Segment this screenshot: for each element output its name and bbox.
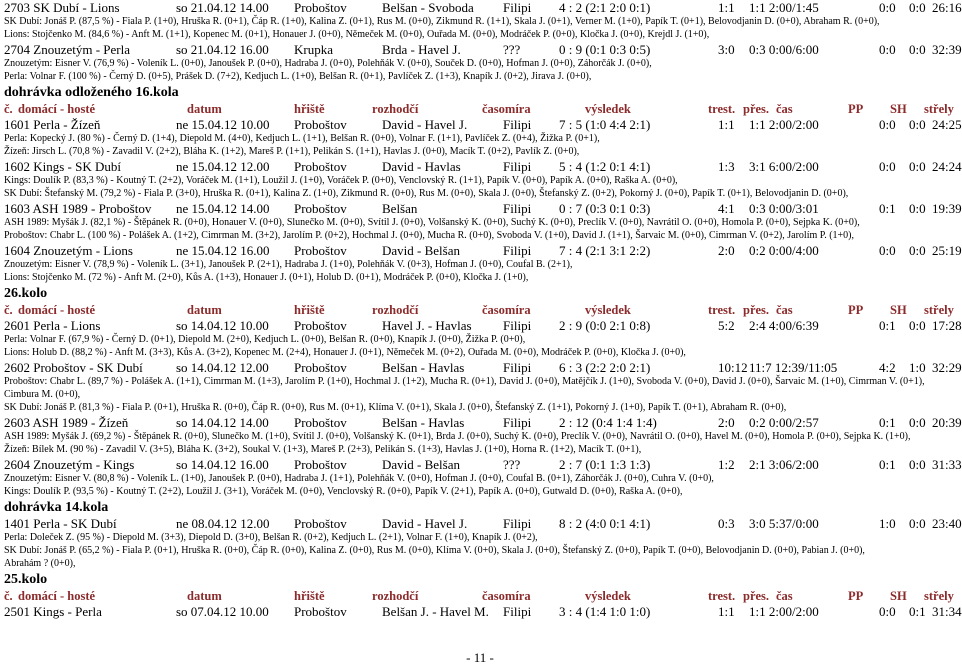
- match-date: so 14.04.12 14.00: [176, 415, 269, 430]
- section-title: dohrávka odloženého 16.kola: [4, 85, 179, 100]
- header-casomira: časomíra: [482, 589, 531, 603]
- match-score: 3 : 4 (1:4 1:0 1:0): [559, 604, 651, 619]
- match-pres: 0:3 0:00/3:01: [749, 201, 819, 216]
- match-place: Proboštov: [294, 604, 347, 619]
- match-place: Proboštov: [294, 117, 347, 132]
- match-referees: Havel J. - Havlas: [382, 318, 472, 333]
- match-pp: 0:1: [879, 318, 896, 333]
- match-sh: 0:0: [909, 117, 926, 132]
- match-timekeeper: Filipi: [503, 159, 532, 174]
- match-sh: 0:0: [909, 201, 926, 216]
- match-timekeeper: ???: [503, 457, 521, 472]
- header-pres: přes.: [743, 589, 770, 603]
- match-referees: Belšan - Havlas: [382, 360, 465, 375]
- match-shots: 32:29: [932, 360, 962, 375]
- lineup-detail: SK Dubí: Jonáš P. (87,5 %) - Fiala P. (1+0), Hruška R. (0+1), Čáp R. (1+0), Kalina Z. (0+1), Rus M. (0+0), Zikmund R. (1+1), Skala J. (0+1), Verner M. (1+0), Papík T. (0+1), Belovodjanin D. (0+0), Abraham R. (0+0),: [4, 16, 880, 27]
- lineup-detail: Perla: Volnar F. (100 %) - Černý D. (0+5), Prášek D. (7+2), Kedjuch L. (1+0), Belšan R. (0+1), Pavlíček Z. (1+3), Knapík J. (0+2), Jirava J. (0+0),: [4, 71, 592, 82]
- match-pres: 2:4 4:00/6:39: [749, 318, 819, 333]
- match-penalties: 3:0: [718, 42, 735, 57]
- header-trest: trest.: [708, 102, 736, 116]
- match-shots: 31:33: [932, 457, 962, 472]
- match-row: [4, 159, 962, 175]
- match-row: [4, 415, 962, 431]
- match-teams: 1601 Perla - Žízeň: [4, 117, 101, 132]
- match-penalties: 1:2: [718, 457, 735, 472]
- header-rozhodci: rozhodčí: [372, 589, 419, 603]
- match-date: so 21.04.12 14.00: [176, 0, 269, 15]
- match-teams: 2501 Kings - Perla: [4, 604, 102, 619]
- match-timekeeper: Filipi: [503, 360, 532, 375]
- header-sh: SH: [890, 589, 907, 603]
- match-referees: David - Belšan: [382, 243, 460, 258]
- lineup-detail: SK Dubí: Štefanský M. (79,2 %) - Fiala P. (3+0), Hruška R. (0+1), Kalina Z. (1+0), Zikmund R. (0+0), Rus M. (0+0), Skala J. (0+0), Štefanský Z. (0+2), Pokorný J. (0+0), Papík T. (0+1), Belovodjanin D. (0+0),: [4, 188, 849, 199]
- header-domaci-hoste: domácí - hosté: [18, 303, 96, 317]
- match-pp: 0:1: [879, 201, 896, 216]
- match-place: Proboštov: [294, 318, 347, 333]
- header-vysledek: výsledek: [585, 589, 631, 603]
- match-row: [4, 42, 962, 58]
- match-referees: Belšan: [382, 201, 418, 216]
- match-row: [4, 604, 962, 620]
- match-timekeeper: ???: [503, 42, 521, 57]
- match-place: Proboštov: [294, 159, 347, 174]
- match-row: [4, 318, 962, 334]
- lineup-detail: Lions: Stojčenko M. (72 %) - Anft M. (2+0), Kůs A. (1+3), Honauer J. (0+1), Holub D. (0+1), Modráček P. (0+0), Kločka J. (1+0),: [4, 272, 529, 283]
- match-date: so 21.04.12 16.00: [176, 42, 269, 57]
- header-vysledek: výsledek: [585, 303, 631, 317]
- match-teams: 2604 Znouzetým - Kings: [4, 457, 135, 472]
- column-header-row: [4, 302, 958, 318]
- match-row: [4, 360, 962, 376]
- match-pp: 0:0: [879, 117, 896, 132]
- match-penalties: 2:0: [718, 415, 735, 430]
- match-pres: 1:1 2:00/1:45: [749, 0, 819, 15]
- match-pp: 0:0: [879, 42, 896, 57]
- match-referees: Brda - Havel J.: [382, 42, 461, 57]
- header-cas: čas: [776, 102, 793, 116]
- match-place: Proboštov: [294, 457, 347, 472]
- match-timekeeper: Filipi: [503, 117, 532, 132]
- match-timekeeper: Filipi: [503, 516, 532, 531]
- match-penalties: 2:0: [718, 243, 735, 258]
- section-title: dohrávka 14.kola: [4, 500, 109, 515]
- match-date: so 14.04.12 16.00: [176, 457, 269, 472]
- match-pp: 0:1: [879, 415, 896, 430]
- header-cas: čas: [776, 303, 793, 317]
- header-sh: SH: [890, 303, 907, 317]
- column-header-row: [4, 101, 958, 117]
- header-datum: datum: [187, 303, 222, 317]
- match-teams: 2601 Perla - Lions: [4, 318, 101, 333]
- match-row: [4, 457, 962, 473]
- section-title: 25.kolo: [4, 572, 48, 587]
- header-strely: střely: [924, 303, 954, 317]
- match-penalties: 0:3: [718, 516, 735, 531]
- match-score: 2 : 9 (0:0 2:1 0:8): [559, 318, 651, 333]
- header-datum: datum: [187, 589, 222, 603]
- match-pp: 0:0: [879, 159, 896, 174]
- lineup-detail: Perla: Doleček Z. (95 %) - Diepold M. (3+3), Diepold D. (3+0), Belšan R. (0+2), Kedjuch L. (2+1), Volnar F. (1+0), Knapík J. (0+2),: [4, 532, 538, 543]
- match-row: [4, 516, 962, 532]
- match-row: [4, 243, 962, 259]
- lineup-detail: Perla: Volnar F. (67,9 %) - Černý D. (0+1), Diepold M. (2+0), Kedjuch L. (0+0), Belšan R. (0+0), Knapík J. (0+0), Žižka P. (0+0),: [4, 334, 526, 345]
- match-timekeeper: Filipi: [503, 243, 532, 258]
- match-referees: David - Belšan: [382, 457, 460, 472]
- match-teams: 1603 ASH 1989 - Proboštov: [4, 201, 152, 216]
- match-shots: 23:40: [932, 516, 962, 531]
- column-header-row: [4, 588, 958, 604]
- match-score: 6 : 3 (2:2 2:0 2:1): [559, 360, 651, 375]
- header-pres: přes.: [743, 102, 770, 116]
- match-pp: 1:0: [879, 516, 896, 531]
- match-place: Proboštov: [294, 243, 347, 258]
- match-date: ne 15.04.12 10.00: [176, 117, 270, 132]
- match-timekeeper: Filipi: [503, 604, 532, 619]
- match-sh: 0:0: [909, 516, 926, 531]
- match-row: [4, 117, 962, 133]
- match-date: so 14.04.12 12.00: [176, 360, 269, 375]
- match-sh: 0:0: [909, 415, 926, 430]
- match-date: ne 15.04.12 12.00: [176, 159, 270, 174]
- match-row: [4, 0, 962, 16]
- match-referees: Belšan - Havlas: [382, 415, 465, 430]
- match-score: 8 : 2 (4:0 0:1 4:1): [559, 516, 651, 531]
- match-referees: Belšan J. - Havel M.: [382, 604, 489, 619]
- header-datum: datum: [187, 102, 222, 116]
- lineup-detail: Znouzetým: Eisner V. (80,8 %) - Voleník L. (1+0), Janoušek P. (0+0), Hadraba J. (1+1), Polehňák V. (0+0), Hofman J. (0+0), Coufal B. (0+1), Záhorčák J. (0+0), Cuhra V. (0+0),: [4, 473, 714, 484]
- match-shots: 31:34: [932, 604, 962, 619]
- header-strely: střely: [924, 589, 954, 603]
- header-cislo: č.: [4, 303, 13, 317]
- lineup-detail: Proboštov: Chabr L. (100 %) - Polášek A. (1+2), Cimrman M. (3+2), Jarolím P. (0+2), Hochmal J. (0+0), Mucha R. (0+0), Svoboda V. (1+0), David J. (1+1), Šarvaic M. (0+0), Cimrman V. (0+2), Jarolím P. (1+0),: [4, 230, 855, 241]
- header-pp: PP: [848, 589, 864, 603]
- match-teams: 2602 Proboštov - SK Dubí: [4, 360, 143, 375]
- header-pres: přes.: [743, 303, 770, 317]
- match-teams: 2704 Znouzetým - Perla: [4, 42, 130, 57]
- match-sh: 0:0: [909, 457, 926, 472]
- header-pp: PP: [848, 102, 864, 116]
- section-title: 26.kolo: [4, 286, 48, 301]
- match-row: [4, 201, 962, 217]
- match-penalties: 1:3: [718, 159, 735, 174]
- match-teams: 1604 Znouzetým - Lions: [4, 243, 133, 258]
- lineup-detail: SK Dubí: Jonáš P. (65,2 %) - Fiala P. (0+1), Hruška R. (0+0), Čáp R. (0+0), Kalina Z. (0+0), Rus M. (0+0), Klíma V. (0+0), Skala J. (0+0), Štefanský Z. (0+0), Papík T. (0+0), Belovodjanin D. (0+0), Pabian J. (0+0),: [4, 545, 865, 556]
- match-timekeeper: Filipi: [503, 201, 532, 216]
- match-date: ne 15.04.12 14.00: [176, 201, 270, 216]
- match-referees: Belšan - Svoboda: [382, 0, 474, 15]
- header-casomira: časomíra: [482, 303, 531, 317]
- match-score: 2 : 7 (0:1 1:3 1:3): [559, 457, 651, 472]
- match-score: 5 : 4 (1:2 0:1 4:1): [559, 159, 651, 174]
- lineup-detail: Žízeň: Bílek M. (90 %) - Zavadil V. (3+5), Bláha K. (3+2), Soukal V. (1+3), Mareš P. (2+3), Pelikán S. (1+3), Havlas J. (1+0), Horna R. (1+2), Macík T. (0+1),: [4, 444, 642, 455]
- header-casomira: časomíra: [482, 102, 531, 116]
- match-timekeeper: Filipi: [503, 318, 532, 333]
- match-penalties: 1:1: [718, 604, 735, 619]
- match-shots: 24:25: [932, 117, 962, 132]
- match-score: 7 : 5 (1:0 4:4 2:1): [559, 117, 651, 132]
- match-referees: David - Havel J.: [382, 117, 468, 132]
- match-score: 7 : 4 (2:1 3:1 2:2): [559, 243, 651, 258]
- page-number: - 11 -: [466, 650, 494, 665]
- lineup-detail: ASH 1989: Myšák J. (82,1 %) - Štěpánek R. (0+0), Honauer V. (0+0), Slunečko M. (0+0), Svítil J. (0+0), Volšanský K. (0+0), Suchý K. (0+0), Preclík V. (0+0), Navrátil O. (0+0), Homola P. (0+0), Sejpka K. (0+0),: [4, 217, 860, 228]
- header-cislo: č.: [4, 102, 13, 116]
- match-place: Proboštov: [294, 415, 347, 430]
- match-pres: 1:1 2:00/2:00: [749, 604, 819, 619]
- header-strely: střely: [924, 102, 954, 116]
- lineup-detail: Lions: Holub D. (88,2 %) - Anft M. (3+3), Kůs A. (3+2), Kopenec M. (2+4), Honauer J. (0+1), Němeček M. (0+2), Ouřada M. (0+0), Modráček P. (0+0), Kločka J. (0+0),: [4, 347, 686, 358]
- match-sh: 0:0: [909, 243, 926, 258]
- match-pres: 1:1 2:00/2:00: [749, 117, 819, 132]
- lineup-detail: Cimbura M. (0+0),: [4, 389, 81, 400]
- match-sh: 0:0: [909, 159, 926, 174]
- header-hriste: hřiště: [294, 589, 325, 603]
- match-shots: 26:16: [932, 0, 962, 15]
- lineup-detail: Kings: Doulík P. (83,3 %) - Koutný T. (2+2), Voráček M. (1+1), Loužil J. (1+0), Voráček P. (0+0), Venclovský R. (1+1), Papík V. (0+0), Papík A. (0+0), Raška A. (0+0),: [4, 175, 678, 186]
- match-place: Proboštov: [294, 516, 347, 531]
- match-sh: 1:0: [909, 360, 926, 375]
- match-pres: 0:2 0:00/4:00: [749, 243, 819, 258]
- match-pres: 3:1 6:00/2:00: [749, 159, 819, 174]
- match-pp: 0:1: [879, 457, 896, 472]
- match-place: Krupka: [294, 42, 333, 57]
- match-date: so 07.04.12 10.00: [176, 604, 269, 619]
- header-hriste: hřiště: [294, 303, 325, 317]
- match-shots: 32:39: [932, 42, 962, 57]
- match-penalties: 10:12: [718, 360, 748, 375]
- match-pp: 0:0: [879, 0, 896, 15]
- match-pp: 4:2: [879, 360, 896, 375]
- match-teams: 2603 ASH 1989 - Žízeň: [4, 415, 129, 430]
- match-pres: 0:3 0:00/6:00: [749, 42, 819, 57]
- header-rozhodci: rozhodčí: [372, 102, 419, 116]
- match-pp: 0:0: [879, 243, 896, 258]
- match-referees: David - Havlas: [382, 159, 461, 174]
- match-place: Proboštov: [294, 0, 347, 15]
- header-pp: PP: [848, 303, 864, 317]
- header-sh: SH: [890, 102, 907, 116]
- match-sh: 0:0: [909, 42, 926, 57]
- match-date: ne 15.04.12 16.00: [176, 243, 270, 258]
- lineup-detail: Abrahám ? (0+0),: [4, 558, 76, 569]
- lineup-detail: Znouzetým: Eisner V. (76,9 %) - Voleník L. (0+0), Janoušek P. (0+0), Hadraba J. (0+0), Polehňák V. (0+0), Souček D. (0+0), Hofman J. (0+0), Záhorčák J. (0+0),: [4, 58, 652, 69]
- lineup-detail: Perla: Kopecký J. (80 %) - Černý D. (1+4), Diepold M. (4+0), Kedjuch L. (1+1), Belšan R. (0+0), Volnar F. (1+1), Pavlíček Z. (0+4), Žižka P. (0+1),: [4, 133, 600, 144]
- match-date: ne 08.04.12 12.00: [176, 516, 270, 531]
- lineup-detail: ASH 1989: Myšák J. (69,2 %) - Štěpánek R. (0+0), Slunečko M. (1+0), Svítil J. (0+0), Volšanský K. (0+1), Brda J. (0+0), Suchý K. (0+0), Preclík V. (0+0), Navrátil O. (0+0), Havel M. (0+0), Homola P. (0+0), Sejpka K. (1+0),: [4, 431, 911, 442]
- match-penalties: 1:1: [718, 117, 735, 132]
- match-pres: 0:2 0:00/2:57: [749, 415, 819, 430]
- match-place: Proboštov: [294, 360, 347, 375]
- lineup-detail: SK Dubí: Jonáš P. (81,3 %) - Fiala P. (0+1), Hruška R. (0+0), Čáp R. (0+0), Rus M. (0+1), Klíma V. (0+1), Skala J. (0+0), Štefanský Z. (1+1), Pokorný J. (1+0), Papík T. (0+1), Abraham R. (0+0),: [4, 402, 787, 413]
- match-pres: 3:0 5:37/0:00: [749, 516, 819, 531]
- match-shots: 20:39: [932, 415, 962, 430]
- match-shots: 24:24: [932, 159, 962, 174]
- match-referees: David - Havel J.: [382, 516, 468, 531]
- header-cas: čas: [776, 589, 793, 603]
- match-penalties: 1:1: [718, 0, 735, 15]
- lineup-detail: Proboštov: Chabr L. (89,7 %) - Polášek A. (1+1), Cimrman M. (1+3), Jarolím P. (1+0), Hochmal J. (1+2), Mucha R. (0+1), David J. (0+0), Matějčík J. (1+0), Svoboda V. (0+0), David J. (0+0), Šarvaic M. (1+0), Cimrman V. (0+1),: [4, 376, 925, 387]
- match-teams: 1602 Kings - SK Dubí: [4, 159, 122, 174]
- lineup-detail: Žízeň: Jirsch L. (70,8 %) - Zavadil V. (2+2), Bláha K. (1+2), Mareš P. (1+1), Pelikán S. (1+1), Havlas J. (0+0), Macík T. (0+2), Pavlík Z. (0+0),: [4, 146, 580, 157]
- match-timekeeper: Filipi: [503, 0, 532, 15]
- match-penalties: 5:2: [718, 318, 735, 333]
- header-trest: trest.: [708, 303, 736, 317]
- header-rozhodci: rozhodčí: [372, 303, 419, 317]
- match-teams: 2703 SK Dubí - Lions: [4, 0, 120, 15]
- lineup-detail: Kings: Doulík P. (93,5 %) - Koutný T. (2+2), Loužil J. (3+1), Voráček M. (0+0), Venclovský R. (0+0), Papík V. (2+1), Papík A. (0+0), Gutwald D. (0+0), Raška A. (0+0),: [4, 486, 683, 497]
- match-timekeeper: Filipi: [503, 415, 532, 430]
- lineup-detail: Lions: Stojčenko M. (84,6 %) - Anft M. (1+1), Kopenec M. (0+1), Honauer J. (0+0), Němeček M. (0+0), Ouřada M. (0+0), Modráček P. (0+0), Kločka J. (0+0), Krejdl J. (1+0),: [4, 29, 710, 40]
- match-sh: 0:1: [909, 604, 926, 619]
- match-shots: 19:39: [932, 201, 962, 216]
- match-teams: 1401 Perla - SK Dubí: [4, 516, 117, 531]
- match-score: 0 : 9 (0:1 0:3 0:5): [559, 42, 651, 57]
- lineup-detail: Znouzetým: Eisner V. (78,9 %) - Voleník L. (3+1), Janoušek P. (2+1), Hadraba J. (1+0), Polehňák V. (0+3), Hofman J. (0+0), Coufal B. (2+1),: [4, 259, 573, 270]
- match-sh: 0:0: [909, 318, 926, 333]
- match-date: so 14.04.12 10.00: [176, 318, 269, 333]
- header-vysledek: výsledek: [585, 102, 631, 116]
- match-penalties: 4:1: [718, 201, 735, 216]
- header-domaci-hoste: domácí - hosté: [18, 589, 96, 603]
- match-shots: 17:28: [932, 318, 962, 333]
- header-trest: trest.: [708, 589, 736, 603]
- header-cislo: č.: [4, 589, 13, 603]
- match-score: 0 : 7 (0:3 0:1 0:3): [559, 201, 651, 216]
- match-pp: 0:0: [879, 604, 896, 619]
- header-hriste: hřiště: [294, 102, 325, 116]
- match-sh: 0:0: [909, 0, 926, 15]
- match-shots: 25:19: [932, 243, 962, 258]
- match-pres: 11:7 12:39/11:05: [749, 360, 838, 375]
- match-place: Proboštov: [294, 201, 347, 216]
- match-pres: 2:1 3:06/2:00: [749, 457, 819, 472]
- match-score: 2 : 12 (0:4 1:4 1:4): [559, 415, 657, 430]
- header-domaci-hoste: domácí - hosté: [18, 102, 96, 116]
- match-score: 4 : 2 (2:1 2:0 0:1): [559, 0, 651, 15]
